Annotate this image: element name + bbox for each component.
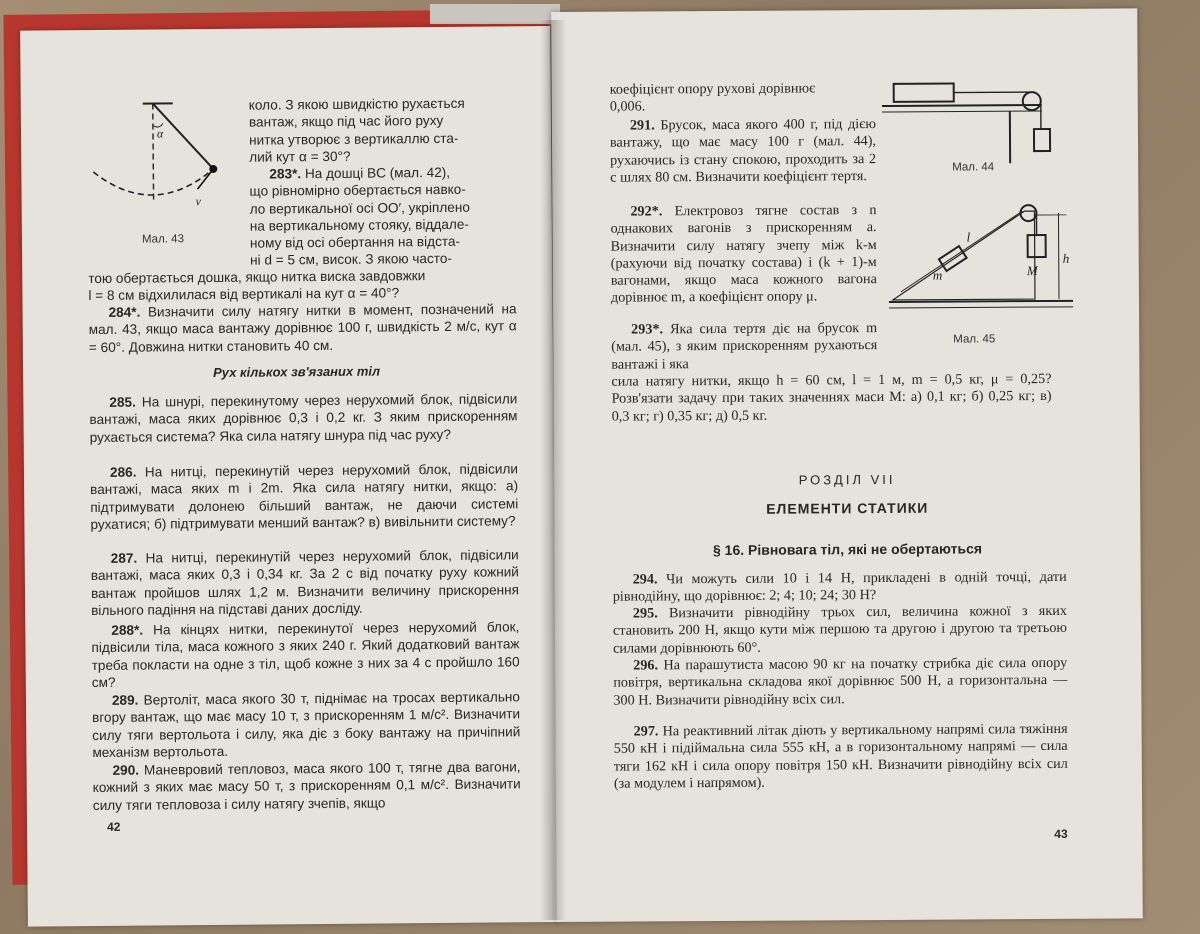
svg-text:m: m [932,267,943,283]
figure-44-block-pulley [882,75,1063,166]
problem-293-b: сила натягу нитки, якщо h = 60 см, l = 1 м, m = 0,5 кг, μ = 0,25? Розв'язати задачу при таких значеннях маси M: а) 0,1 кг; б) 0,25 кг; в) 0,3 кг; г) 0,35 кг; д) 0,5 кг. [611,370,1052,425]
right-page [551,8,1143,922]
book-gutter-shadow [540,20,566,920]
problem-289: 289. Вертоліт, маса якого 30 т, піднімає на тросах вертикально вгору вантаж, що має масу 10 т, з прискоренням 1 м/с². Визначити силу тяги вертольота і силу, яка діє з боку вантажу на причіпний механізм вертольота. [92,689,521,760]
chapter-title: ЕЛЕМЕНТИ СТАТИКИ [766,499,929,517]
problem-290-continued: коефіцієнт опору рухові дорівнює 0,006. [609,80,816,115]
svg-text:M: M [1026,263,1038,279]
svg-text:l: l [966,229,971,245]
problem-295: 295. Визначити рівнодійну трьох сил, величина кожної з яких становить 200 Н, якщо кути між першою та другою і другою та третьою силами дорівнюють 60°. [612,602,1068,657]
problem-283-tail: тою обертається дошка, якщо нитка виска завдовжки l = 8 см відхилилася від вертикалі на кут α = 40°? [88,268,426,304]
svg-text:h: h [1062,250,1070,266]
problem-297: 297. На реактивний літак діють у вертикальному напрямі сила тяжіння 550 кН і підіймальна сила 555 кН, а в горизонтальному напрямі — сила тяги 162 кН і сила опору повітря 150 кН. Визначити рівнодійну всіх сил (за модулем і напрямом). [613,720,1068,792]
problem-288: 288*. На кінцях нитки, перекинутої через нерухомий блок, підвісили тіла, маса кожного з яких 240 г. Який додатковий вантаж треба покласти на одне з тіл, щоб кожне з них за 4 с пройшло 160 см? [91,619,520,690]
section-title: Рух кількох зв'язаних тіл [213,363,381,380]
problem-294: 294. Чи можуть сили 10 і 14 Н, прикладені в одній точці, дати рівнодійну, що дорівнює: 2; 4; 10; 24; 30 Н? [612,568,1067,605]
svg-text:α: α [156,126,164,141]
problem-282-end: коло. З якою швидкістю рухається вантаж, якщо під час його руху нитка утворює з вертикаллю ста- лий кут α = 30°? [248,95,465,165]
figure-45-incline [882,193,1073,324]
part-title: РОЗДІЛ VII [798,471,896,488]
left-page [20,26,558,927]
problem-290: 290. Маневровий тепловоз, маса якого 100 т, тягне два вагони, кожний з яких має масу 50 т, з прискоренням 0,1 м/с². Визначити силу тяги тепловоза і силу натягу зчепів, якщо [92,759,521,813]
figure-43-caption: Мал. 43 [141,233,184,246]
problem-293-a: 293*. Яка сила тертя діє на брусок m (мал. 45), з яким прискоренням рухаються вантажі і яка [611,320,878,373]
problem-292: 292*. Електровоз тягне состав з n однакових вагонів з прискоренням a. Визначити силу натягу зчепу між k-м (рахуючи від початку состава) і (k + 1)-м вагонами, якщо маса кожного вагона дорівнює m, а коефіцієнт опору μ. [610,202,877,307]
problem-291: 291. Брусок, маса якого 400 г, під дією вантажу, що має масу 100 г (мал. 44), рухаючись із стану спокою, проходить за 2 с шлях 80 см. Визначити коефіцієнт тертя. [609,116,877,186]
problem-286: 286. На нитці, перекинутій через нерухомий блок, підвісили вантажі, маса яких m і 2m. Яка сила натягу нитки, якщо: а) підтримувати долонею більший вантаж, не даючи системі рухатися; б) підтримувати менший вантаж? в) вивільнити систему? [90,461,519,532]
figure-45-caption: Мал. 45 [953,333,996,346]
figure-43-pendulum [83,99,234,220]
paragraph-title: § 16. Рівновага тіл, які не обертаються [712,540,983,559]
problem-283: 283*. На дошці BC (мал. 42), що рівномірно обертається навко- ло вертикальної осі OO′, укріплено на вертикальному стояку, віддале- ному від осі обертання на відста- ні d = 5 см, висок. З якою часто- [249,164,470,269]
problem-287: 287. На нитці, перекинутій через нерухомий блок, підвісили вантажі, маса яких 0,3 і 0,34 кг. За 2 с від початку руху кожний вантаж пройшов шлях 1,2 м. Визначити величину прискорення вільного падіння на підставі даних досліду. [90,547,520,618]
page-number-right: 43 [1054,826,1068,841]
problem-285: 285. На шнурі, перекинутому через нерухомий блок, підвісили вантажі, маса яких дорівнює 0,3 і 0,2 кг. З яким прискоренням рухається система? Яка сила натягу шнура під час руху? [89,391,518,445]
svg-text:v: v [195,194,201,209]
problem-296: 296. На парашутиста масою 90 кг на початку стрибка діє сила опору повітря, вертикальна складова якої дорівнює 500 Н, а горизонтальна — 300 Н. Визначити рівнодійну всіх сил. [613,654,1068,709]
figure-44-caption: Мал. 44 [952,161,995,174]
problem-284: 284*. Визначити силу натягу нитки в момент, позначений на мал. 43, якщо маса вантажу дорівнює 100 г, швидкість 2 м/с, кут α = 60°. Довжина нитки становить 40 см. [88,301,517,355]
page-number-left: 42 [107,819,121,834]
